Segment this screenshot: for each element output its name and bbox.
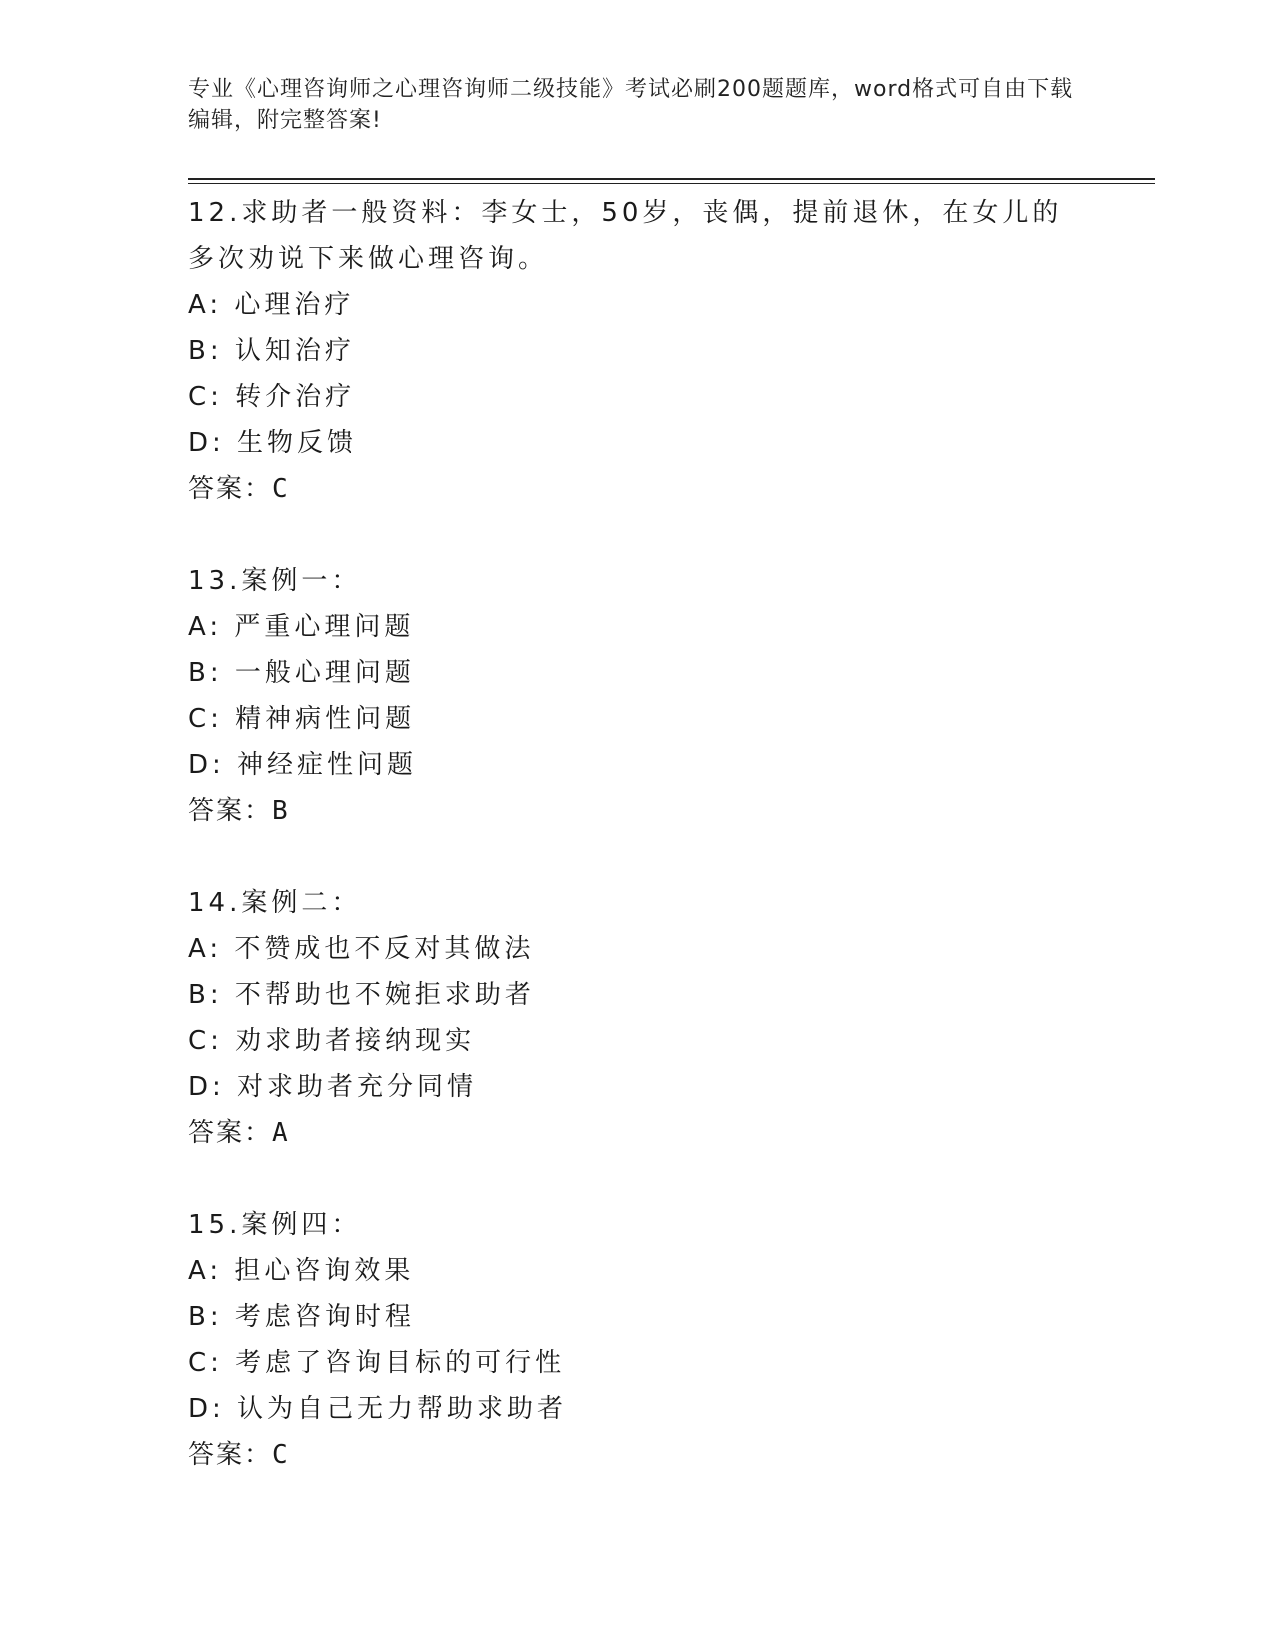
answer-value: C [272, 1440, 290, 1470]
answer-line [188, 466, 1155, 512]
option-a: A: 不赞成也不反对其做法 [188, 934, 535, 964]
answer-line [188, 1110, 1155, 1156]
answer-line [188, 788, 1155, 834]
question-stem: 14.案例二： [188, 888, 362, 918]
option-b: B: 考虑咨询时程 [188, 1302, 415, 1332]
question-stem: 12.求助者一般资料：李女士，50岁，丧偶，提前退休，在女儿的多次劝说下来做心理咨询。 [188, 198, 1063, 274]
header-divider-thick [188, 178, 1155, 180]
answer-line [188, 1432, 1155, 1478]
option-c: C: 转介治疗 [188, 382, 356, 412]
option-a: A: 严重心理问题 [188, 612, 415, 642]
document-header: 专业《心理咨询师之心理咨询师二级技能》考试必刷200题题库，word格式可自由下载编辑，附完整答案! [188, 77, 1074, 133]
answer-label: 答案： [188, 1440, 273, 1470]
question-15 [188, 1202, 1155, 1478]
option-c: C: 考虑了咨询目标的可行性 [188, 1348, 566, 1378]
question-stem: 15.案例四： [188, 1210, 362, 1240]
answer-value: C [272, 474, 290, 504]
option-b: B: 一般心理问题 [188, 658, 415, 688]
option-d: D: 对求助者充分同情 [188, 1072, 478, 1102]
question-14 [188, 880, 1155, 1156]
question-list [188, 190, 1155, 1524]
option-b: B: 认知治疗 [188, 336, 355, 366]
question-stem: 13.案例一： [188, 566, 362, 596]
answer-value: A [272, 1118, 290, 1148]
option-a: A: 担心咨询效果 [188, 1256, 415, 1286]
question-12 [188, 190, 1155, 512]
option-d: D: 神经症性问题 [188, 750, 418, 780]
answer-label: 答案： [188, 796, 273, 826]
option-d: D: 认为自己无力帮助求助者 [188, 1394, 568, 1424]
answer-value: B [272, 796, 290, 826]
option-a: A: 心理治疗 [188, 290, 355, 320]
option-c: C: 精神病性问题 [188, 704, 416, 734]
option-c: C: 劝求助者接纳现实 [188, 1026, 476, 1056]
option-d: D: 生物反馈 [188, 428, 358, 458]
option-b: B: 不帮助也不婉拒求助者 [188, 980, 535, 1010]
header-divider-thin [188, 183, 1155, 184]
answer-label: 答案： [188, 474, 273, 504]
question-13 [188, 558, 1155, 834]
answer-label: 答案： [188, 1118, 273, 1148]
